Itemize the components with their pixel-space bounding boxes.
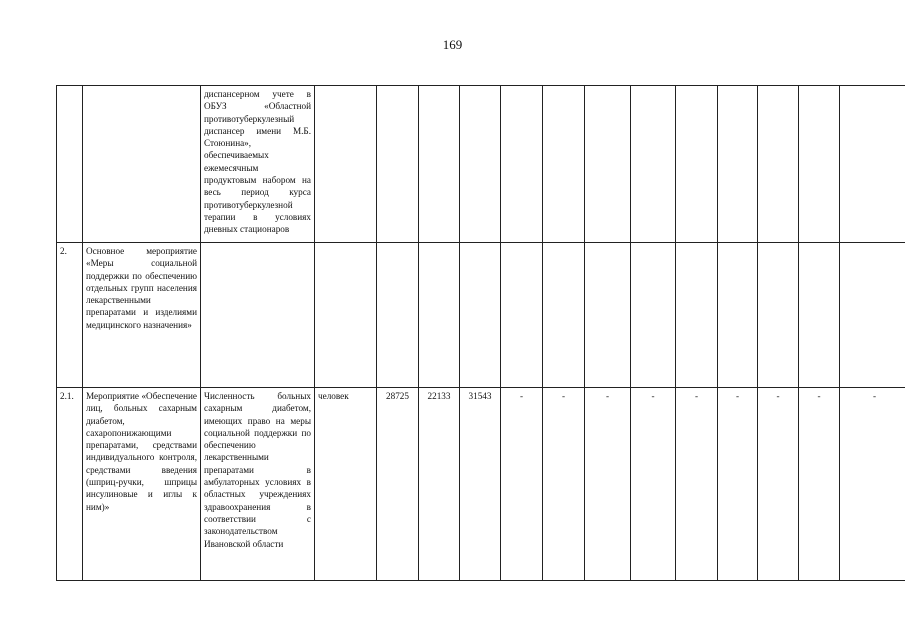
- value-cell: [377, 86, 419, 243]
- value-cell: [799, 86, 840, 243]
- event-name: Основное мероприятие «Меры социальной поддержки по обеспечению отдельных групп населения лекарственными препаратами и изделиями медицинского назначения»: [83, 243, 201, 388]
- value-cell: [718, 243, 758, 388]
- value-cell: [585, 86, 631, 243]
- value-cell: -: [799, 388, 840, 581]
- row-number: 2.: [57, 243, 83, 388]
- value-cell: -: [718, 388, 758, 581]
- unit-cell: [315, 243, 377, 388]
- table-row: [57, 243, 905, 388]
- value-cell: [718, 86, 758, 243]
- page-number: 169: [442, 37, 463, 52]
- value-cell: -: [758, 388, 799, 581]
- value-cell: -: [585, 388, 631, 581]
- indicator-name: Численность больных сахарным диабетом, имеющих право на меры социальной поддержки по обеспечению лекарственными препаратами в амбулаторных условиях в областных учреждениях здравоохранения в соответствии с законодательством Ивановской области: [201, 388, 315, 581]
- value-cell: [676, 86, 718, 243]
- value-cell: [460, 243, 501, 388]
- value-cell: [543, 243, 585, 388]
- value-cell: [840, 243, 905, 388]
- value-cell: [501, 86, 543, 243]
- event-name: [83, 86, 201, 243]
- row-number: [57, 86, 83, 243]
- program-indicators-table: [56, 85, 905, 581]
- indicator-name: диспансерном учете в ОБУЗ «Областной противотуберкулезный диспансер имени М.Б. Стоюнина», обеспечиваемых ежемесячным продуктовым набором на весь период курса противотуберкулезной терапии в условиях дневных стационаров: [201, 86, 315, 243]
- value-cell: [419, 243, 460, 388]
- value-cell: -: [676, 388, 718, 581]
- value-cell: [631, 86, 676, 243]
- value-cell: 31543: [460, 388, 501, 581]
- value-cell: [840, 86, 905, 243]
- value-cell: 28725: [377, 388, 419, 581]
- table-row: [57, 86, 905, 243]
- event-name: Мероприятие «Обеспечение лиц, больных сахарным диабетом, сахаропонижающими препаратами, средствами индивидуального контроля, средствами введения (шприц-ручки, шприцы инсулиновые и иглы к ним)»: [83, 388, 201, 581]
- value-cell: [460, 86, 501, 243]
- value-cell: [676, 243, 718, 388]
- value-cell: 22133: [419, 388, 460, 581]
- value-cell: [631, 243, 676, 388]
- value-cell: -: [840, 388, 905, 581]
- table-row: [57, 388, 905, 581]
- value-cell: [501, 243, 543, 388]
- value-cell: [543, 86, 585, 243]
- value-cell: -: [631, 388, 676, 581]
- unit-cell: [315, 86, 377, 243]
- value-cell: [377, 243, 419, 388]
- row-number: 2.1.: [57, 388, 83, 581]
- value-cell: -: [543, 388, 585, 581]
- indicator-name: [201, 243, 315, 388]
- value-cell: [419, 86, 460, 243]
- value-cell: [758, 86, 799, 243]
- value-cell: -: [501, 388, 543, 581]
- value-cell: [799, 243, 840, 388]
- value-cell: [585, 243, 631, 388]
- value-cell: [758, 243, 799, 388]
- unit-cell: человек: [315, 388, 377, 581]
